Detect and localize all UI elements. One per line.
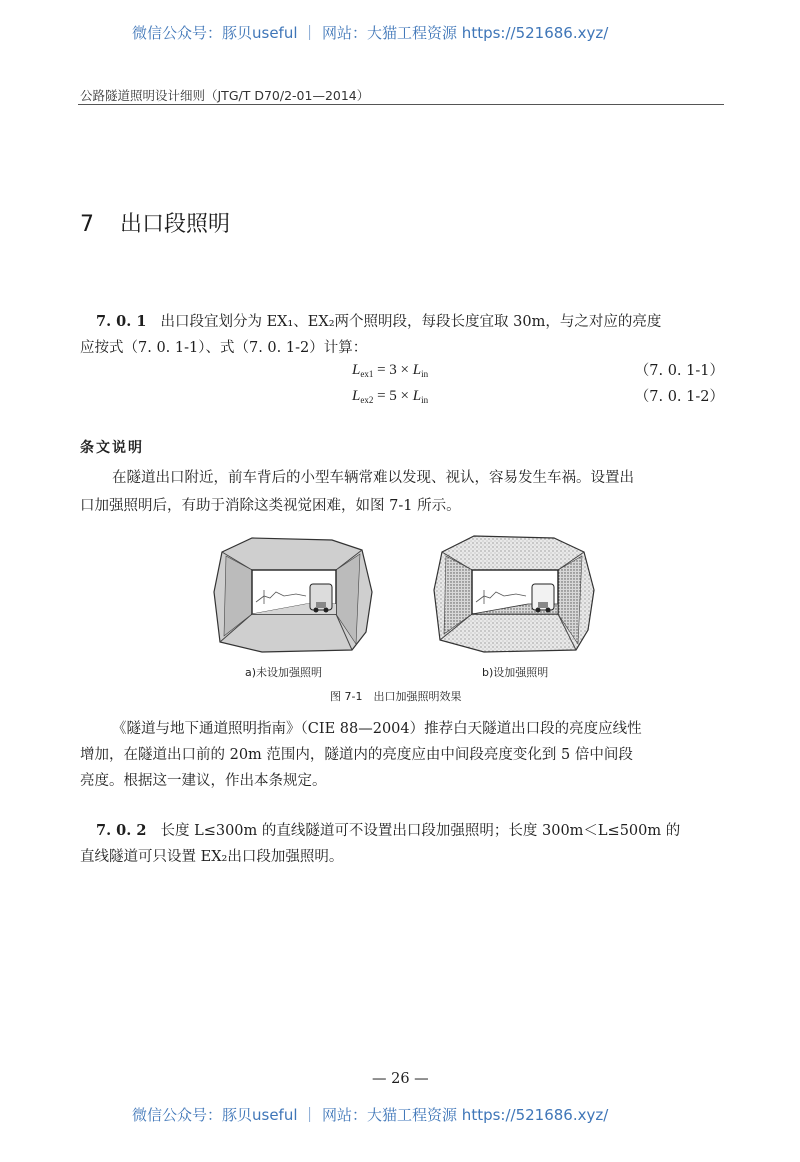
- watermark-bottom: 微信公众号：豚贝useful ｜ 网站：大猫工程资源 https://521686.xyz/: [132, 1106, 609, 1124]
- figure-a-no-lighting: [212, 532, 378, 656]
- figure-b-label: b)设加强照明: [482, 666, 549, 679]
- chapter-title: 出口段照明: [120, 212, 231, 237]
- formula-2-lhs-sub: ex2: [360, 395, 374, 405]
- figure-b-with-lighting: [432, 530, 598, 656]
- formula-1-lhs: L: [352, 362, 361, 378]
- commentary-para2-line3: 亮度。根据这一建议，作出本条规定。: [80, 773, 327, 789]
- formula-1-number: （7. 0. 1-1）: [634, 363, 724, 379]
- clause-text-2: 长度 L≤300m 的直线隧道可不设置出口段加强照明；长度 300m＜L≤500m 的: [160, 823, 681, 839]
- clause-7-0-1-line2: 应按式（7. 0. 1-1）、式（7. 0. 1-2）计算：: [80, 340, 368, 356]
- formula-2-rhs-sub: in: [421, 395, 429, 405]
- formula-1: [352, 362, 428, 379]
- formula-2-op: = 5 ×: [373, 388, 413, 404]
- chapter-number: 7: [80, 212, 94, 237]
- running-header: 公路隧道照明设计细则（JTG/T D70/2-01—2014）: [80, 88, 370, 103]
- clause-7-0-2-line1: [96, 818, 680, 844]
- formula-1-lhs-sub: ex1: [360, 369, 374, 379]
- formula-1-rhs-sub: in: [421, 369, 429, 379]
- commentary-para1-line2: 口加强照明后，有助于消除这类视觉困难，如图 7-1 所示。: [80, 498, 461, 514]
- figure-a-label: a)未设加强照明: [245, 666, 323, 679]
- commentary-title: 条文说明: [80, 440, 144, 456]
- clause-number: 7. 0. 1: [96, 313, 147, 330]
- formula-1-rhs: L: [412, 362, 422, 378]
- formula-1-op: = 3 ×: [373, 362, 413, 378]
- formula-2: [352, 388, 428, 405]
- formula-2-lhs: L: [352, 388, 361, 404]
- formula-2-number: （7. 0. 1-2）: [634, 389, 724, 405]
- formula-2-rhs: L: [412, 388, 422, 404]
- page-number: — 26 —: [372, 1071, 429, 1087]
- commentary-para2-line1: 《隧道与地下通道照明指南》（CIE 88—2004）推荐白天隧道出口段的亮度应线性: [112, 721, 642, 737]
- clause-7-0-2-line2: 直线隧道可只设置 EX₂出口段加强照明。: [80, 849, 344, 865]
- clause-text: 出口段宜划分为 EX₁、EX₂两个照明段，每段长度宜取 30m，与之对应的亮度: [160, 314, 662, 330]
- clause-7-0-1-line1: [96, 309, 661, 335]
- figure-caption: 图 7-1 出口加强照明效果: [330, 690, 462, 703]
- watermark-top: 微信公众号：豚贝useful ｜ 网站：大猫工程资源 https://521686.xyz/: [132, 24, 609, 42]
- commentary-para1-line1: 在隧道出口附近，前车背后的小型车辆常难以发现、视认，容易发生车祸。设置出: [112, 470, 634, 486]
- clause-number-2: 7. 0. 2: [96, 822, 147, 839]
- chapter-heading: [80, 207, 230, 238]
- commentary-para2-line2: 增加，在隧道出口前的 20m 范围内，隧道内的亮度应由中间段亮度变化到 5 倍中间段: [80, 747, 633, 763]
- header-rule: [78, 104, 724, 105]
